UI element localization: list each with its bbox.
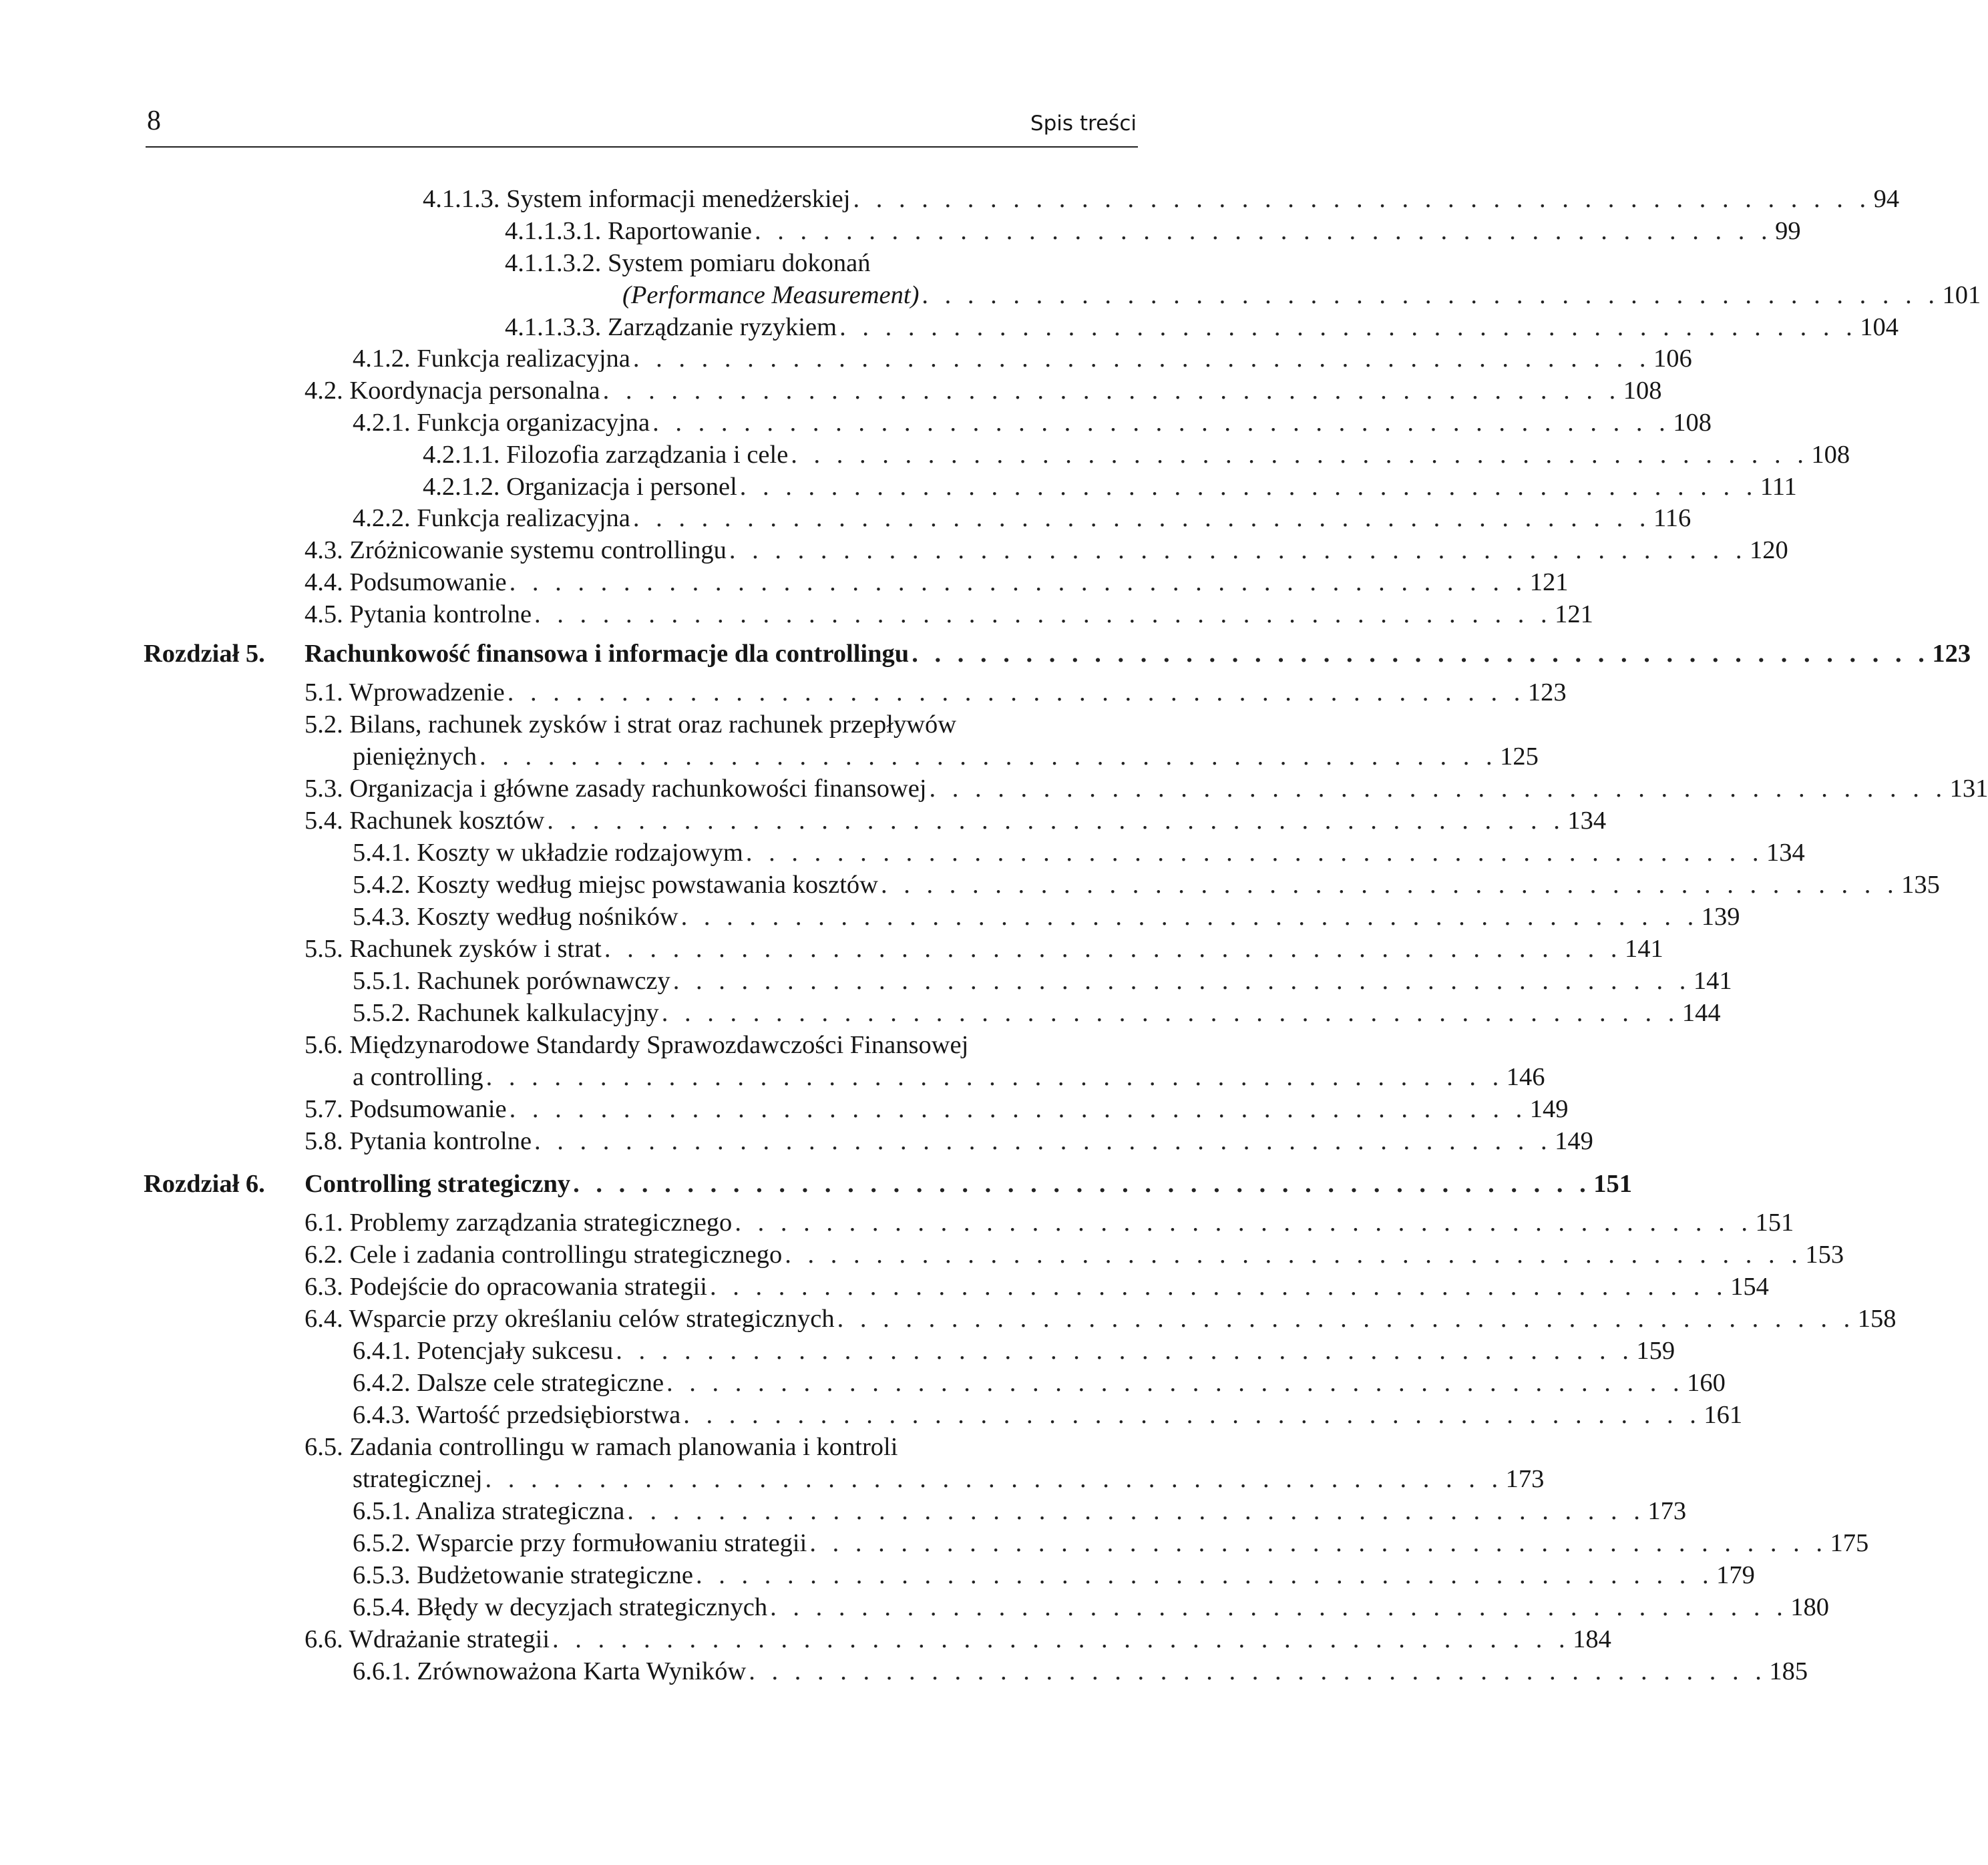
toc-entry xyxy=(353,1655,1808,1687)
toc-page-number: 160 xyxy=(1687,1369,1726,1397)
toc-entry xyxy=(305,1239,1844,1271)
toc-page-number: 106 xyxy=(1653,345,1692,373)
toc-entry-label: 6.5.1. Analiza strategiczna xyxy=(353,1497,625,1525)
toc-entry-label: 4.2.1.2. Organizacja i personel xyxy=(423,473,737,501)
toc-entry-label: 5.4.3. Koszty według nośników xyxy=(353,903,678,931)
toc-entry-label: 4.1.1.3.1. Raportowanie xyxy=(505,217,752,245)
chapter-entry xyxy=(305,1168,1633,1200)
toc-page-number: 121 xyxy=(1555,600,1593,628)
dot-leader: . . . . . . . . . . . . . . . . . . . . . . . . . . . . . . . . . . . . . . . . . . . . . xyxy=(735,1209,1753,1237)
dot-leader: . . . . . . . . . . . . . . . . . . . . . . . . . . . . . . . . . . . . . . . . . . . . . xyxy=(627,1497,1645,1525)
toc-entry xyxy=(353,1463,1545,1495)
running-title: Spis treści xyxy=(1030,112,1137,136)
toc-entry xyxy=(353,1367,1726,1399)
toc-page-number: 158 xyxy=(1857,1305,1897,1333)
toc-page-number: 104 xyxy=(1860,313,1899,341)
toc-entry-label: 5.3. Organizacja i główne zasady rachunkowości finansowej xyxy=(305,775,927,803)
toc-entry xyxy=(353,343,1692,375)
toc-page-number: 173 xyxy=(1647,1497,1687,1525)
dot-leader: . . . . . . . . . . . . . . . . . . . . . . . . . . . . . . . . . . . . . . . . . . . . . xyxy=(837,1305,1855,1333)
toc-page-number: 185 xyxy=(1769,1657,1808,1685)
toc-page-number: 108 xyxy=(1623,377,1662,405)
dot-leader: . . . . . . . . . . . . . . . . . . . . . . . . . . . . . . . . . . . . . . . . . . . . . xyxy=(604,935,1622,963)
toc-entry-label: 5.4.2. Koszty według miejsc powstawania kosztów xyxy=(353,871,878,899)
dot-leader: . . . . . . . . . . . . . . . . . . . . . . . . . . . . . . . . . . . . . . . . . . . . . xyxy=(666,1369,1685,1397)
dot-leader: . . . . . . . . . . . . . . . . . . . . . . . . . . . . . . . . . . . . . . . . . . . . . xyxy=(785,1241,1803,1269)
chapter-title: Controlling strategiczny xyxy=(305,1170,571,1198)
toc-page-number: 154 xyxy=(1730,1273,1769,1301)
toc-entry xyxy=(353,1335,1675,1367)
toc-entry xyxy=(305,375,1662,407)
toc-page-number: 134 xyxy=(1567,807,1607,835)
toc-entry-label: 6.5.3. Budżetowanie strategiczne xyxy=(353,1561,693,1589)
chapter-entry xyxy=(305,638,1971,670)
toc-page-number: 173 xyxy=(1505,1465,1545,1493)
toc-entry-label: 6.5.2. Wsparcie przy formułowaniu strategii xyxy=(353,1529,807,1557)
dot-leader: . . . . . . . . . . . . . . . . . . . . . . . . . . . . . . . . . . . . . . . . . . . . . xyxy=(507,678,1525,706)
toc-page-number: 179 xyxy=(1716,1561,1755,1589)
toc-page-number: 101 xyxy=(1942,281,1981,309)
toc-page-number: 134 xyxy=(1766,839,1805,867)
toc-entry-label: strategicznej xyxy=(353,1465,483,1493)
toc-entry-label-line: 4.1.1.3.2. System pomiaru dokonań xyxy=(505,249,871,277)
toc-entry xyxy=(505,215,1801,247)
toc-entry-label: (Performance Measurement) xyxy=(622,281,920,309)
toc-page-number: 139 xyxy=(1701,903,1740,931)
toc-page-number: 141 xyxy=(1624,935,1663,963)
dot-leader: . . . . . . . . . . . . . . . . . . . . . . . . . . . . . . . . . . . . . . . . . . . . . xyxy=(912,640,1930,668)
toc-page-number: 146 xyxy=(1506,1063,1545,1091)
dot-leader: . . . . . . . . . . . . . . . . . . . . . . . . . . . . . . . . . . . . . . . . . . . . . xyxy=(770,1593,1788,1621)
toc-entry-label: 4.1.1.3.3. Zarządzanie ryzykiem xyxy=(505,313,837,341)
toc-entry-label-line: 5.2. Bilans, rachunek zysków i strat oraz rachunek przepływów xyxy=(305,710,957,739)
dot-leader: . . . . . . . . . . . . . . . . . . . . . . . . . . . . . . . . . . . . . . . . . . . . . xyxy=(485,1465,1503,1493)
dot-leader: . . . . . . . . . . . . . . . . . . . . . . . . . . . . . . . . . . . . . . . . . . . . . xyxy=(929,775,1947,803)
dot-leader: . . . . . . . . . . . . . . . . . . . . . . . . . . . . . . . . . . . . . . . . . . . . . xyxy=(552,1625,1571,1653)
dot-leader: . . . . . . . . . . . . . . . . . . . . . . . . . . . . . . . . . . . . . . . . . . . . . xyxy=(745,839,1764,867)
dot-leader: . . . . . . . . . . . . . . . . . . . . . . . . . . . . . . . . . . . . . . . . . . . . . xyxy=(632,345,1651,373)
toc-entry-label: 5.5.2. Rachunek kalkulacyjny xyxy=(353,999,659,1027)
toc-entry-label: 4.1.1.3. System informacji menedżerskiej xyxy=(423,185,851,213)
toc-entry xyxy=(305,1125,1593,1157)
toc-entry-label: 6.4.1. Potencjały sukcesu xyxy=(353,1337,614,1365)
toc-entry xyxy=(305,805,1607,837)
toc-page-number: 144 xyxy=(1681,999,1721,1027)
toc-entry-label: 6.4. Wsparcie przy określaniu celów strategicznych xyxy=(305,1305,835,1333)
toc-page-number: 108 xyxy=(1673,409,1712,437)
dot-leader: . . . . . . . . . . . . . . . . . . . . . . . . . . . . . . . . . . . . . . . . . . . . . xyxy=(695,1561,1714,1589)
toc-page-number: 123 xyxy=(1527,678,1567,706)
dot-leader: . . . . . . . . . . . . . . . . . . . . . . . . . . . . . . . . . . . . . . . . . . . . . xyxy=(683,1401,1702,1429)
toc-page-number: 161 xyxy=(1704,1401,1743,1429)
dot-leader: . . . . . . . . . . . . . . . . . . . . . . . . . . . . . . . . . . . . . . . . . . . . . xyxy=(602,377,1621,405)
toc-entry-label: 6.6. Wdrażanie strategii xyxy=(305,1625,550,1653)
dot-leader: . . . . . . . . . . . . . . . . . . . . . . . . . . . . . . . . . . . . . . . . . . . . . xyxy=(853,185,1871,213)
toc-entry-label: 5.7. Podsumowanie xyxy=(305,1095,507,1123)
dot-leader: . . . . . . . . . . . . . . . . . . . . . . . . . . . . . . . . . . . . . . . . . . . . . xyxy=(710,1273,1728,1301)
toc-entry xyxy=(305,933,1663,965)
chapter-number: Rozdział 5. xyxy=(144,640,265,668)
toc-entry xyxy=(353,741,1539,773)
toc-page-number: 116 xyxy=(1653,504,1692,532)
toc-entry xyxy=(353,1495,1687,1527)
toc-entry-label: 6.3. Podejście do opracowania strategii xyxy=(305,1273,707,1301)
toc-page-number: 151 xyxy=(1755,1209,1794,1237)
dot-leader: . . . . . . . . . . . . . . . . . . . . . . . . . . . . . . . . . . . . . . . . . . . . . xyxy=(754,217,1773,245)
toc-entry-label: 6.2. Cele i zadania controllingu strategicznego xyxy=(305,1241,783,1269)
toc-entry xyxy=(305,598,1593,630)
toc-entry-label: 6.4.3. Wartość przedsiębiorstwa xyxy=(353,1401,681,1429)
toc-entry xyxy=(353,407,1712,439)
chapter-number: Rozdział 6. xyxy=(144,1170,265,1198)
toc-entry-label: 4.1.2. Funkcja realizacyjna xyxy=(353,345,630,373)
toc-page-number: 125 xyxy=(1500,743,1539,771)
toc-entry-label: 5.1. Wprowadzenie xyxy=(305,678,505,706)
toc-entry xyxy=(305,1623,1611,1655)
toc-entry xyxy=(423,439,1850,471)
dot-leader: . . . . . . . . . . . . . . . . . . . . . . . . . . . . . . . . . . . . . . . . . . . . . xyxy=(485,1063,1504,1091)
dot-leader: . . . . . . . . . . . . . . . . . . . . . . . . . . . . . . . . . . . . . . . . . . . . . xyxy=(534,600,1553,628)
dot-leader: . . . . . . . . . . . . . . . . . . . . . . . . . . . . . . . . . . . . . . . . . . . . . xyxy=(547,807,1565,835)
dot-leader: . . . . . . . . . . . . . . . . . . . . . . . . . . . . . . . . . . . . . . . . . . . . . xyxy=(749,1657,1767,1685)
toc-entry-label: 4.2. Koordynacja personalna xyxy=(305,377,600,405)
toc-page-number: 180 xyxy=(1790,1593,1829,1621)
toc-entry-label: 6.1. Problemy zarządzania strategicznego xyxy=(305,1209,733,1237)
toc-entry xyxy=(353,1591,1829,1623)
page-number: 8 xyxy=(147,106,161,136)
toc-entry-label: 4.4. Podsumowanie xyxy=(305,568,507,596)
toc-entry xyxy=(305,534,1788,566)
toc-page-number: 99 xyxy=(1775,217,1801,245)
toc-entry-label: 5.4.1. Koszty w układzie rodzajowym xyxy=(353,839,743,867)
toc-entry xyxy=(353,1559,1755,1591)
dot-leader: . . . . . . . . . . . . . . . . . . . . . . . . . . . . . . . . . . . . . . . . . . . . . xyxy=(791,441,1809,469)
chapter-title: Rachunkowość finansowa i informacje dla controllingu xyxy=(305,640,910,668)
toc-entry xyxy=(305,773,1988,805)
toc-entry xyxy=(305,1093,1569,1125)
toc-entry-label: 5.5.1. Rachunek porównawczy xyxy=(353,967,670,995)
dot-leader: . . . . . . . . . . . . . . . . . . . . . . . . . . . . . . . . . . . . . . . . . . . . . xyxy=(479,743,1498,771)
toc-page-number: 131 xyxy=(1949,775,1988,803)
toc-entry-label: 4.3. Zróżnicowanie systemu controllingu xyxy=(305,536,727,564)
toc-page-number: 123 xyxy=(1932,640,1971,668)
dot-leader: . . . . . . . . . . . . . . . . . . . . . . . . . . . . . . . . . . . . . . . . . . . . . xyxy=(616,1337,1634,1365)
toc-entry xyxy=(505,311,1899,343)
toc-page-number: 149 xyxy=(1555,1127,1593,1155)
toc-entry-label: 5.8. Pytania kontrolne xyxy=(305,1127,532,1155)
toc-entry-label: 5.4. Rachunek kosztów xyxy=(305,807,545,835)
toc-entry xyxy=(353,997,1721,1029)
header-rule xyxy=(146,146,1138,148)
toc-entry xyxy=(305,1207,1794,1239)
dot-leader: . . . . . . . . . . . . . . . . . . . . . . . . . . . . . . . . . . . . . . . . . . . . . xyxy=(632,504,1651,532)
toc-entry xyxy=(622,279,1981,311)
toc-page-number: 135 xyxy=(1901,871,1940,899)
dot-leader: . . . . . . . . . . . . . . . . . . . . . . . . . . . . . . . . . . . . . . . . . . . . . xyxy=(509,568,1527,596)
toc-page-number: 121 xyxy=(1529,568,1569,596)
toc-entry xyxy=(353,1061,1545,1093)
toc-entry-label: 4.2.1. Funkcja organizacyjna xyxy=(353,409,650,437)
toc-entry-label: 6.6.1. Zrównoważona Karta Wyników xyxy=(353,1657,747,1685)
toc-page-number: 151 xyxy=(1593,1170,1633,1198)
toc-entry xyxy=(305,566,1569,598)
dot-leader: . . . . . . . . . . . . . . . . . . . . . . . . . . . . . . . . . . . . . . . . . . . . . xyxy=(573,1170,1591,1198)
toc-page-number: 175 xyxy=(1830,1529,1869,1557)
toc-page-number: 108 xyxy=(1811,441,1850,469)
dot-leader: . . . . . . . . . . . . . . . . . . . . . . . . . . . . . . . . . . . . . . . . . . . . . xyxy=(922,281,1940,309)
toc-entry xyxy=(353,1399,1743,1431)
toc-entry xyxy=(353,502,1692,534)
toc-page-number: 94 xyxy=(1873,185,1900,213)
toc-entry-label: 6.5.4. Błędy w decyzjach strategicznych xyxy=(353,1593,768,1621)
toc-page-number: 184 xyxy=(1573,1625,1611,1653)
toc-entry-label-line: 5.6. Międzynarodowe Standardy Sprawozdawczości Finansowej xyxy=(305,1031,969,1059)
toc-entry xyxy=(423,183,1900,215)
toc-page-number: 120 xyxy=(1750,536,1788,564)
toc-entry xyxy=(305,676,1567,708)
dot-leader: . . . . . . . . . . . . . . . . . . . . . . . . . . . . . . . . . . . . . . . . . . . . . xyxy=(880,871,1899,899)
toc-entry-label: 4.2.2. Funkcja realizacyjna xyxy=(353,504,630,532)
toc-entry xyxy=(423,471,1797,503)
dot-leader: . . . . . . . . . . . . . . . . . . . . . . . . . . . . . . . . . . . . . . . . . . . . . xyxy=(839,313,1858,341)
toc-entry-label: 4.2.1.1. Filozofia zarządzania i cele xyxy=(423,441,789,469)
toc-entry xyxy=(353,965,1732,997)
toc-entry-label: 4.5. Pytania kontrolne xyxy=(305,600,532,628)
toc-entry-label: 6.4.2. Dalsze cele strategiczne xyxy=(353,1369,664,1397)
toc-entry-label: pieniężnych xyxy=(353,743,477,771)
dot-leader: . . . . . . . . . . . . . . . . . . . . . . . . . . . . . . . . . . . . . . . . . . . . . xyxy=(680,903,1699,931)
toc-page-number: 141 xyxy=(1693,967,1732,995)
toc-entry xyxy=(353,901,1740,933)
toc-entry-label: 5.5. Rachunek zysków i strat xyxy=(305,935,602,963)
toc-entry xyxy=(305,1303,1897,1335)
dot-leader: . . . . . . . . . . . . . . . . . . . . . . . . . . . . . . . . . . . . . . . . . . . . . xyxy=(534,1127,1553,1155)
toc-entry xyxy=(353,837,1805,869)
toc-page-number: 111 xyxy=(1760,473,1797,501)
toc-entry-label: a controlling xyxy=(353,1063,483,1091)
dot-leader: . . . . . . . . . . . . . . . . . . . . . . . . . . . . . . . . . . . . . . . . . . . . . xyxy=(729,536,1748,564)
toc-page-number: 153 xyxy=(1805,1241,1844,1269)
dot-leader: . . . . . . . . . . . . . . . . . . . . . . . . . . . . . . . . . . . . . . . . . . . . . xyxy=(809,1529,1828,1557)
dot-leader: . . . . . . . . . . . . . . . . . . . . . . . . . . . . . . . . . . . . . . . . . . . . . xyxy=(509,1095,1527,1123)
toc-entry xyxy=(305,1271,1769,1303)
dot-leader: . . . . . . . . . . . . . . . . . . . . . . . . . . . . . . . . . . . . . . . . . . . . . xyxy=(739,473,1758,501)
toc-entry-label-line: 6.5. Zadania controllingu w ramach planowania i kontroli xyxy=(305,1433,898,1461)
dot-leader: . . . . . . . . . . . . . . . . . . . . . . . . . . . . . . . . . . . . . . . . . . . . . xyxy=(661,999,1679,1027)
toc-page-number: 149 xyxy=(1529,1095,1569,1123)
toc-entry xyxy=(353,869,1940,901)
toc-entry xyxy=(353,1527,1869,1559)
dot-leader: . . . . . . . . . . . . . . . . . . . . . . . . . . . . . . . . . . . . . . . . . . . . . xyxy=(672,967,1691,995)
dot-leader: . . . . . . . . . . . . . . . . . . . . . . . . . . . . . . . . . . . . . . . . . . . . . xyxy=(652,409,1671,437)
toc-page-number: 159 xyxy=(1636,1337,1675,1365)
